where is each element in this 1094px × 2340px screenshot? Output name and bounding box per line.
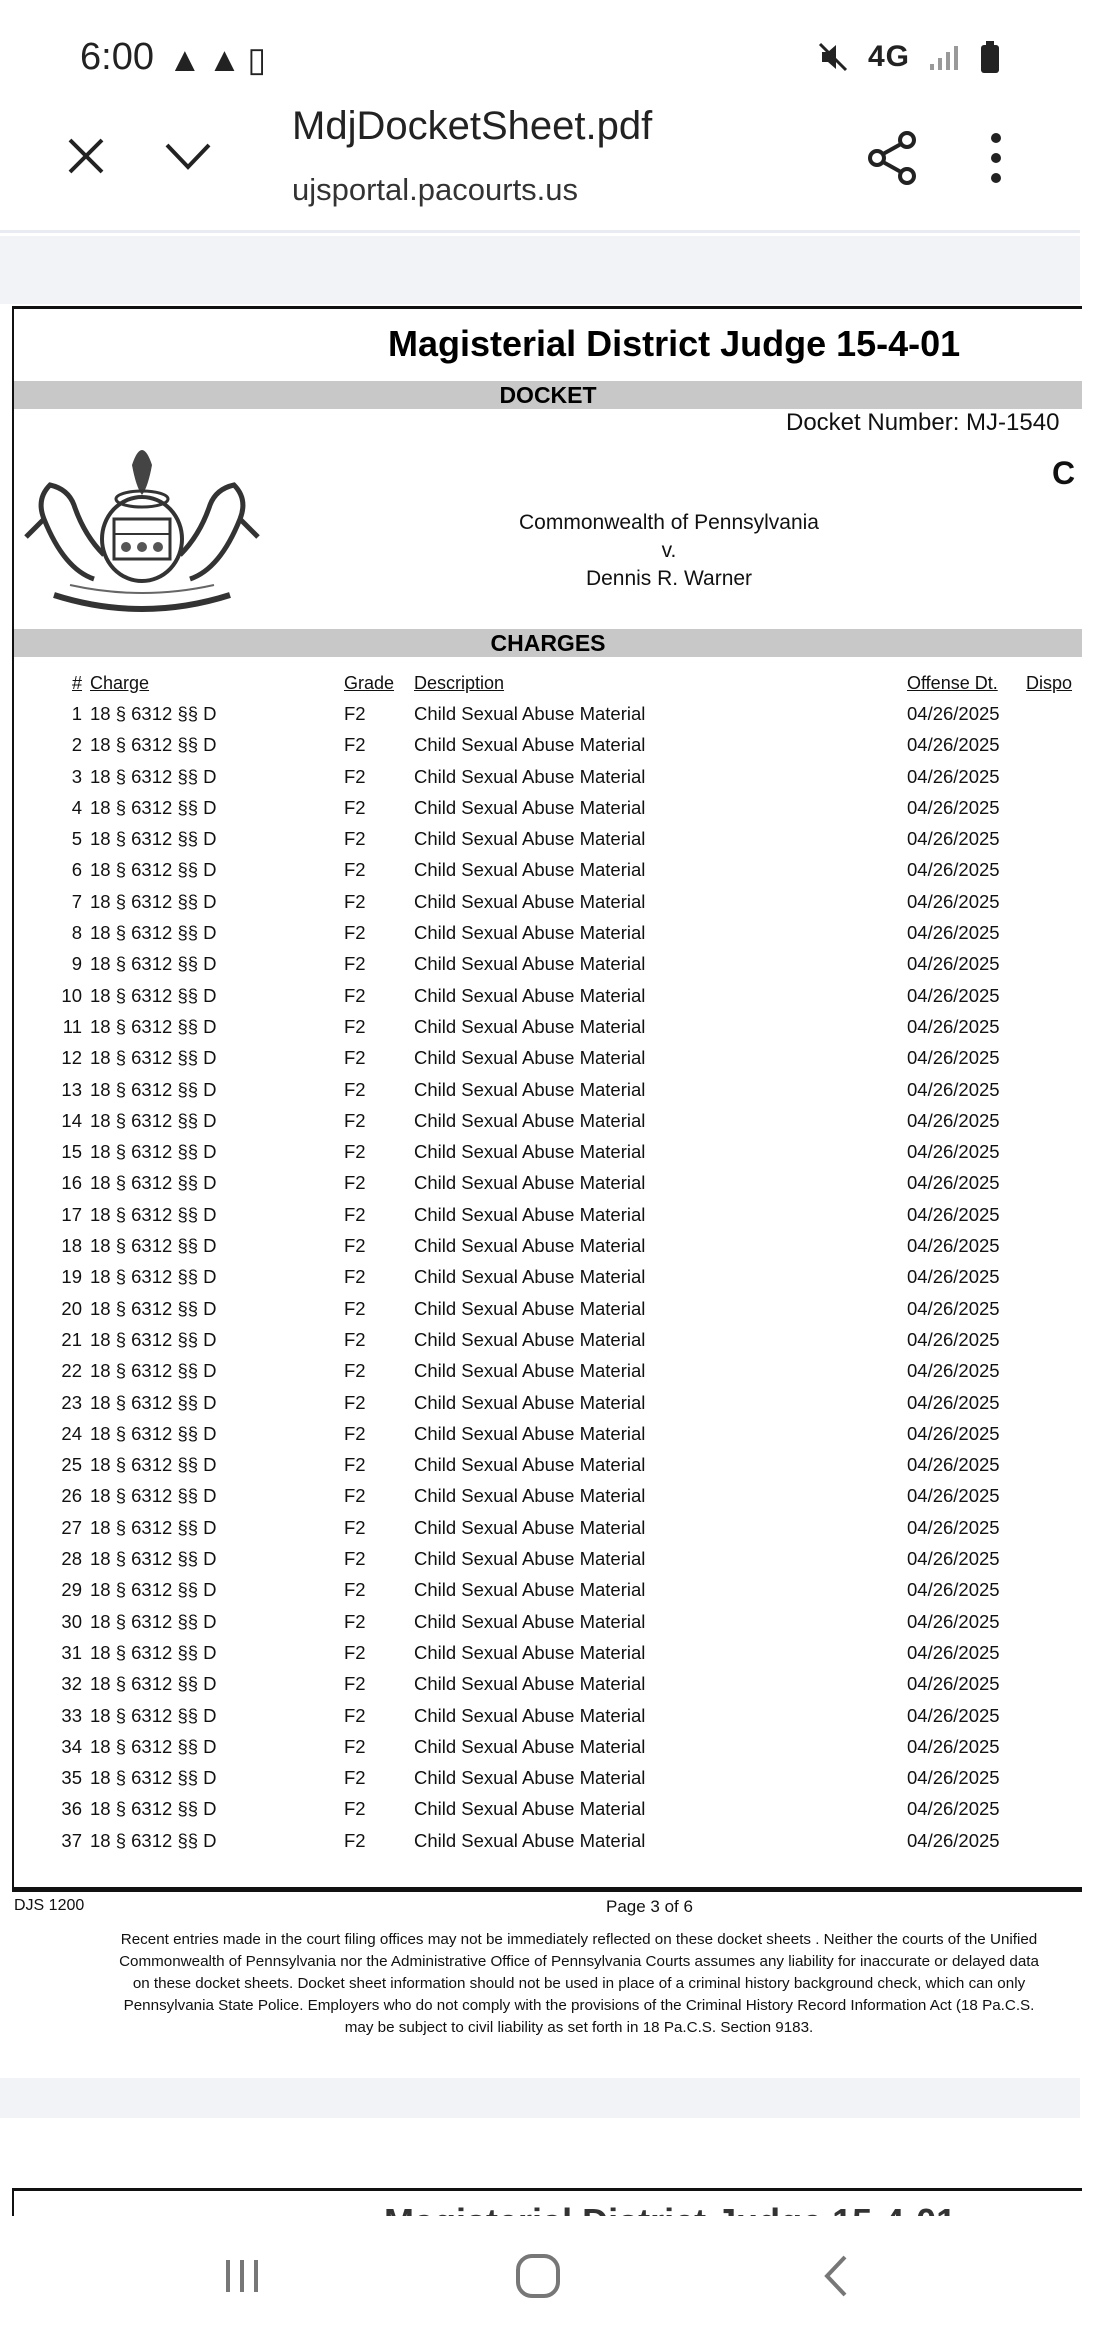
table-row	[14, 1515, 1082, 1546]
charge-statute: 18 § 6312 §§ D	[90, 1391, 217, 1413]
charge-number: 19	[61, 1266, 82, 1288]
table-row	[14, 857, 1082, 888]
charges-table	[14, 701, 1082, 1859]
charge-description: Child Sexual Abuse Material	[414, 1078, 646, 1100]
offense-date: 04/26/2025	[907, 828, 1000, 850]
charge-number: 20	[61, 1297, 82, 1319]
charge-grade: F2	[344, 984, 366, 1006]
offense-date: 04/26/2025	[907, 1704, 1000, 1726]
col-description: Description	[414, 673, 505, 693]
charge-description: Child Sexual Abuse Material	[414, 1360, 646, 1382]
table-row	[14, 951, 1082, 982]
offense-date: 04/26/2025	[907, 1673, 1000, 1695]
charge-number: 26	[61, 1485, 82, 1507]
pennsylvania-seal-icon	[14, 409, 296, 619]
charge-number: 24	[61, 1422, 82, 1444]
disclaimer-line: Commonwealth of Pennsylvania nor the Administrative Office of Pennsylvania Courts assumes any liability for inaccurate or delayed data	[119, 1953, 1039, 1970]
charge-description: Child Sexual Abuse Material	[414, 703, 646, 724]
offense-date: 04/26/2025	[907, 1047, 1000, 1069]
offense-date: 04/26/2025	[907, 890, 1000, 912]
charge-grade: F2	[344, 796, 366, 818]
col-charge: Charge	[90, 673, 150, 693]
charge-number: 35	[61, 1767, 82, 1789]
charge-number: 1	[71, 703, 82, 724]
charge-statute: 18 § 6312 §§ D	[90, 1798, 217, 1820]
charge-grade: F2	[344, 1078, 366, 1100]
offense-date: 04/26/2025	[907, 1829, 1000, 1851]
offense-date: 04/26/2025	[907, 1735, 1000, 1757]
charge-grade: F2	[344, 1548, 366, 1570]
table-row	[14, 1703, 1082, 1734]
table-row	[14, 1640, 1082, 1671]
table-row	[14, 701, 1082, 732]
charge-description: Child Sexual Abuse Material	[414, 1641, 646, 1663]
table-row	[14, 1077, 1082, 1108]
offense-date: 04/26/2025	[907, 1203, 1000, 1225]
defendant: Dennis R. Warner	[585, 567, 753, 590]
table-row	[14, 764, 1082, 795]
charge-number: 5	[71, 828, 82, 850]
charge-grade: F2	[344, 1673, 366, 1695]
offense-date: 04/26/2025	[907, 1015, 1000, 1037]
signal-icon	[928, 42, 962, 72]
offense-date: 04/26/2025	[907, 1422, 1000, 1444]
disclaimer	[64, 1929, 1094, 2039]
charge-statute: 18 § 6312 §§ D	[90, 1328, 217, 1350]
col-grade: Grade	[344, 673, 395, 693]
charge-grade: F2	[344, 1391, 366, 1413]
home-icon[interactable]	[508, 2246, 568, 2306]
disclaimer-line: Recent entries made in the court filing offices may not be immediately reflected on these docket sheets . Neither the courts of the Unified	[120, 1931, 1038, 1948]
table-row	[14, 1421, 1082, 1452]
offense-date: 04/26/2025	[907, 734, 1000, 756]
charge-grade: F2	[344, 1360, 366, 1382]
charge-grade: F2	[344, 1579, 366, 1601]
charge-statute: 18 § 6312 §§ D	[90, 1360, 217, 1382]
charge-statute: 18 § 6312 §§ D	[90, 890, 217, 912]
charge-description: Child Sexual Abuse Material	[414, 922, 646, 944]
table-row	[14, 1170, 1082, 1201]
charge-number: 18	[61, 1235, 82, 1257]
charge-description: Child Sexual Abuse Material	[414, 1798, 646, 1820]
offense-date: 04/26/2025	[907, 1485, 1000, 1507]
charge-description: Child Sexual Abuse Material	[414, 1235, 646, 1257]
court-title: Magisterial District Judge 15-4-01	[388, 323, 961, 364]
charge-number: 7	[71, 890, 82, 912]
charge-description: Child Sexual Abuse Material	[414, 1172, 646, 1194]
charge-grade: F2	[344, 1203, 366, 1225]
charge-description: Child Sexual Abuse Material	[414, 1579, 646, 1601]
charge-grade: F2	[344, 1735, 366, 1757]
charge-description: Child Sexual Abuse Material	[414, 1141, 646, 1163]
charge-statute: 18 § 6312 §§ D	[90, 1422, 217, 1444]
charge-statute: 18 § 6312 §§ D	[90, 1485, 217, 1507]
chevron-down-icon[interactable]	[158, 126, 218, 186]
pdf-page[interactable]	[12, 306, 1082, 2036]
charge-number: 17	[61, 1203, 82, 1225]
case-caption-letter: C	[1052, 455, 1076, 491]
charge-grade: F2	[344, 1704, 366, 1726]
table-row	[14, 1452, 1082, 1483]
offense-date: 04/26/2025	[907, 1235, 1000, 1257]
table-row	[14, 1828, 1082, 1859]
table-row	[14, 1264, 1082, 1295]
charge-number: 2	[71, 734, 82, 756]
charge-description: Child Sexual Abuse Material	[414, 1391, 646, 1413]
charge-description: Child Sexual Abuse Material	[414, 1015, 646, 1037]
navigation-bar	[0, 2216, 1080, 2340]
charge-grade: F2	[344, 734, 366, 756]
charge-statute: 18 § 6312 §§ D	[90, 1109, 217, 1131]
charge-statute: 18 § 6312 §§ D	[90, 859, 217, 881]
charge-description: Child Sexual Abuse Material	[414, 1454, 646, 1476]
charge-grade: F2	[344, 1829, 366, 1851]
charge-number: 13	[61, 1078, 82, 1100]
offense-date: 04/26/2025	[907, 1141, 1000, 1163]
offense-date: 04/26/2025	[907, 703, 1000, 724]
charge-statute: 18 § 6312 §§ D	[90, 1297, 217, 1319]
charge-grade: F2	[344, 765, 366, 787]
charge-grade: F2	[344, 1297, 366, 1319]
offense-date: 04/26/2025	[907, 1360, 1000, 1382]
charge-description: Child Sexual Abuse Material	[414, 1548, 646, 1570]
offense-date: 04/26/2025	[907, 1548, 1000, 1570]
charge-number: 6	[71, 859, 82, 881]
table-row	[14, 1327, 1082, 1358]
docket-header: DOCKET	[14, 381, 1082, 409]
table-row	[14, 1139, 1082, 1170]
table-row	[14, 1671, 1082, 1702]
charge-number: 34	[61, 1735, 82, 1757]
charge-grade: F2	[344, 1422, 366, 1444]
charge-statute: 18 § 6312 §§ D	[90, 1704, 217, 1726]
case-parties	[444, 509, 894, 593]
charge-description: Child Sexual Abuse Material	[414, 1109, 646, 1131]
charge-number: 3	[71, 765, 82, 787]
plaintiff: Commonwealth of Pennsylvania	[519, 511, 819, 534]
charge-statute: 18 § 6312 §§ D	[90, 828, 217, 850]
charge-statute: 18 § 6312 §§ D	[90, 1735, 217, 1757]
docket-number: Docket Number: MJ-1540	[786, 409, 1060, 436]
footer-divider	[14, 1887, 1082, 1890]
charge-grade: F2	[344, 953, 366, 975]
table-row	[14, 1358, 1082, 1389]
charge-statute: 18 § 6312 §§ D	[90, 1235, 217, 1257]
offense-date: 04/26/2025	[907, 1641, 1000, 1663]
offense-date: 04/26/2025	[907, 1767, 1000, 1789]
table-row	[14, 1390, 1082, 1421]
charge-grade: F2	[344, 1266, 366, 1288]
charge-statute: 18 § 6312 §§ D	[90, 1673, 217, 1695]
charge-grade: F2	[344, 703, 366, 724]
document-title: MdjDocketSheet.pdf	[292, 104, 653, 148]
table-row	[14, 795, 1082, 826]
offense-date: 04/26/2025	[907, 1579, 1000, 1601]
charge-number: 25	[61, 1454, 82, 1476]
charge-description: Child Sexual Abuse Material	[414, 859, 646, 881]
offense-date: 04/26/2025	[907, 765, 1000, 787]
table-row	[14, 1765, 1082, 1796]
offense-date: 04/26/2025	[907, 1391, 1000, 1413]
offense-date: 04/26/2025	[907, 953, 1000, 975]
share-icon[interactable]	[862, 128, 922, 188]
charge-grade: F2	[344, 1047, 366, 1069]
charge-grade: F2	[344, 1516, 366, 1538]
charge-description: Child Sexual Abuse Material	[414, 765, 646, 787]
charge-description: Child Sexual Abuse Material	[414, 1328, 646, 1350]
table-row	[14, 1233, 1082, 1264]
charge-grade: F2	[344, 1015, 366, 1037]
charge-statute: 18 § 6312 §§ D	[90, 796, 217, 818]
offense-date: 04/26/2025	[907, 922, 1000, 944]
table-row	[14, 1108, 1082, 1139]
versus: v.	[661, 539, 677, 562]
charge-description: Child Sexual Abuse Material	[414, 984, 646, 1006]
charge-number: 16	[61, 1172, 82, 1194]
col-disposition: Dispo	[1026, 673, 1073, 693]
offense-date: 04/26/2025	[907, 1328, 1000, 1350]
charge-description: Child Sexual Abuse Material	[414, 1704, 646, 1726]
charge-description: Child Sexual Abuse Material	[414, 1735, 646, 1757]
charge-number: 10	[61, 984, 82, 1006]
col-num: #	[72, 673, 83, 693]
charge-grade: F2	[344, 890, 366, 912]
charge-statute: 18 § 6312 §§ D	[90, 1767, 217, 1789]
table-row	[14, 1014, 1082, 1045]
notification-icons	[168, 40, 272, 80]
status-time: 6:00	[80, 36, 154, 78]
page-number: Page 3 of 6	[606, 1897, 693, 1916]
charge-statute: 18 § 6312 §§ D	[90, 1266, 217, 1288]
offense-date: 04/26/2025	[907, 1172, 1000, 1194]
charge-number: 30	[61, 1610, 82, 1632]
charge-statute: 18 § 6312 §§ D	[90, 1454, 217, 1476]
table-row	[14, 1609, 1082, 1640]
charge-description: Child Sexual Abuse Material	[414, 1767, 646, 1789]
charge-description: Child Sexual Abuse Material	[414, 734, 646, 756]
close-icon[interactable]	[56, 126, 116, 186]
charge-description: Child Sexual Abuse Material	[414, 1422, 646, 1444]
charge-description: Child Sexual Abuse Material	[414, 1516, 646, 1538]
charge-grade: F2	[344, 1141, 366, 1163]
charge-description: Child Sexual Abuse Material	[414, 890, 646, 912]
charge-grade: F2	[344, 1235, 366, 1257]
charge-statute: 18 § 6312 §§ D	[90, 765, 217, 787]
page-gap	[0, 2078, 1080, 2118]
offense-date: 04/26/2025	[907, 1516, 1000, 1538]
battery-icon	[980, 40, 1000, 74]
table-row	[14, 1296, 1082, 1327]
charge-number: 15	[61, 1141, 82, 1163]
charge-description: Child Sexual Abuse Material	[414, 1485, 646, 1507]
phone-icon: ▯	[247, 41, 273, 79]
network-type: 4G	[867, 40, 910, 73]
offense-date: 04/26/2025	[907, 1798, 1000, 1820]
charge-grade: F2	[344, 1328, 366, 1350]
charge-number: 33	[61, 1704, 82, 1726]
more-vert-icon[interactable]	[966, 128, 1026, 188]
offense-date: 04/26/2025	[907, 1454, 1000, 1476]
table-row	[14, 826, 1082, 857]
charge-description: Child Sexual Abuse Material	[414, 796, 646, 818]
table-row	[14, 1045, 1082, 1076]
charge-number: 37	[61, 1829, 82, 1851]
offense-date: 04/26/2025	[907, 1078, 1000, 1100]
charge-statute: 18 § 6312 §§ D	[90, 734, 217, 756]
offense-date: 04/26/2025	[907, 984, 1000, 1006]
charge-statute: 18 § 6312 §§ D	[90, 1172, 217, 1194]
charge-statute: 18 § 6312 §§ D	[90, 1641, 217, 1663]
charge-grade: F2	[344, 828, 366, 850]
charge-grade: F2	[344, 1109, 366, 1131]
table-row	[14, 1483, 1082, 1514]
table-row	[14, 732, 1082, 763]
offense-date: 04/26/2025	[907, 1266, 1000, 1288]
charge-statute: 18 § 6312 §§ D	[90, 1078, 217, 1100]
charge-statute: 18 § 6312 §§ D	[90, 1203, 217, 1225]
page-gap	[0, 236, 1080, 304]
status-bar	[0, 0, 1080, 118]
charge-description: Child Sexual Abuse Material	[414, 953, 646, 975]
charge-description: Child Sexual Abuse Material	[414, 1266, 646, 1288]
charge-number: 22	[61, 1360, 82, 1382]
charge-number: 29	[61, 1579, 82, 1601]
offense-date: 04/26/2025	[907, 796, 1000, 818]
charge-grade: F2	[344, 1454, 366, 1476]
table-row	[14, 889, 1082, 920]
table-row	[14, 1202, 1082, 1233]
charge-statute: 18 § 6312 §§ D	[90, 1015, 217, 1037]
charge-number: 36	[61, 1798, 82, 1820]
charge-statute: 18 § 6312 §§ D	[90, 1516, 217, 1538]
recents-icon[interactable]	[212, 2246, 272, 2306]
form-code: DJS 1200	[14, 1897, 85, 1914]
charge-statute: 18 § 6312 §§ D	[90, 922, 217, 944]
charge-description: Child Sexual Abuse Material	[414, 828, 646, 850]
system-icons	[816, 40, 1000, 74]
charge-statute: 18 § 6312 §§ D	[90, 1047, 217, 1069]
charge-grade: F2	[344, 1610, 366, 1632]
charge-statute: 18 § 6312 §§ D	[90, 703, 217, 724]
charge-number: 8	[71, 922, 82, 944]
charge-description: Child Sexual Abuse Material	[414, 1047, 646, 1069]
charge-number: 4	[71, 796, 82, 818]
charge-statute: 18 § 6312 §§ D	[90, 1610, 217, 1632]
charge-grade: F2	[344, 922, 366, 944]
charge-description: Child Sexual Abuse Material	[414, 1673, 646, 1695]
charge-description: Child Sexual Abuse Material	[414, 1610, 646, 1632]
charges-header: CHARGES	[14, 629, 1082, 657]
charge-statute: 18 § 6312 §§ D	[90, 1829, 217, 1851]
charge-grade: F2	[344, 1172, 366, 1194]
charge-description: Child Sexual Abuse Material	[414, 1203, 646, 1225]
charge-statute: 18 § 6312 §§ D	[90, 1141, 217, 1163]
charge-statute: 18 § 6312 §§ D	[90, 984, 217, 1006]
charge-number: 21	[61, 1328, 82, 1350]
charge-number: 12	[61, 1047, 82, 1069]
charge-grade: F2	[344, 859, 366, 881]
charge-number: 27	[61, 1516, 82, 1538]
table-row	[14, 983, 1082, 1014]
charge-grade: F2	[344, 1485, 366, 1507]
disclaimer-line: Pennsylvania State Police. Employers who do not comply with the provisions of the Criminal History Record Information Act (18 Pa.C.S.	[123, 1997, 1035, 2014]
mute-icon	[816, 40, 850, 74]
charge-grade: F2	[344, 1767, 366, 1789]
offense-date: 04/26/2025	[907, 1297, 1000, 1319]
charge-statute: 18 § 6312 §§ D	[90, 1579, 217, 1601]
col-offense-date: Offense Dt.	[907, 673, 998, 693]
table-row	[14, 1546, 1082, 1577]
charge-number: 32	[61, 1673, 82, 1695]
offense-date: 04/26/2025	[907, 859, 1000, 881]
disclaimer-line: on these docket sheets. Docket sheet information should not be used in place of a criminal history background check, which can only	[132, 1975, 1026, 1992]
charge-number: 14	[61, 1109, 82, 1131]
charge-number: 9	[71, 953, 82, 975]
table-row	[14, 1577, 1082, 1608]
charge-number: 23	[61, 1391, 82, 1413]
disclaimer-line: may be subject to civil liability as set forth in 18 Pa.C.S. Section 9183.	[344, 2019, 814, 2036]
table-row	[14, 1734, 1082, 1765]
alert-icon: ▲	[207, 41, 248, 79]
offense-date: 04/26/2025	[907, 1610, 1000, 1632]
charge-grade: F2	[344, 1798, 366, 1820]
charge-statute: 18 § 6312 §§ D	[90, 1548, 217, 1570]
offense-date: 04/26/2025	[907, 1109, 1000, 1131]
alert-icon: ▲	[168, 41, 208, 79]
table-row	[14, 920, 1082, 951]
charge-statute: 18 § 6312 §§ D	[90, 953, 217, 975]
charge-grade: F2	[344, 1641, 366, 1663]
back-icon[interactable]	[806, 2246, 866, 2306]
charge-number: 11	[62, 1015, 82, 1037]
table-row	[14, 1796, 1082, 1827]
charge-description: Child Sexual Abuse Material	[414, 1297, 646, 1319]
document-url: ujsportal.pacourts.us	[292, 172, 579, 207]
charge-description: Child Sexual Abuse Material	[414, 1829, 646, 1851]
charge-number: 31	[61, 1641, 82, 1663]
charge-number: 28	[61, 1548, 82, 1570]
